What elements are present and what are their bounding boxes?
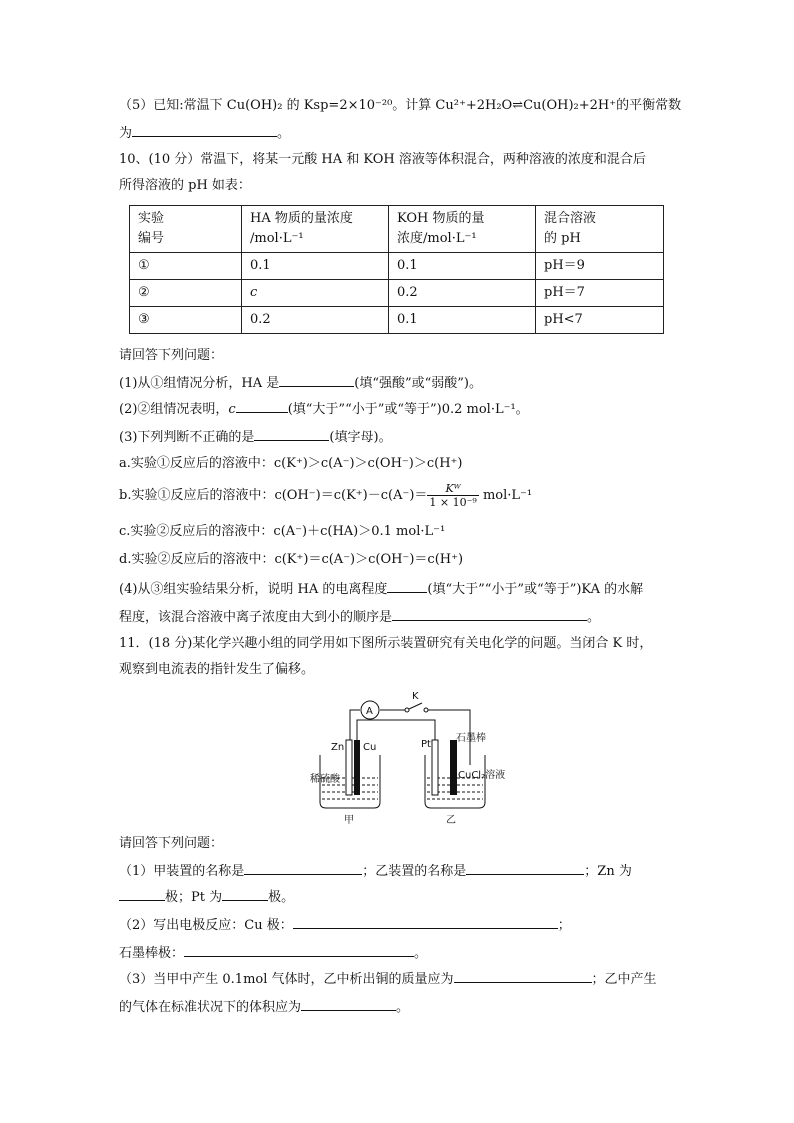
table-cell: 0.1: [389, 253, 536, 280]
q10-data-table: [129, 205, 664, 334]
q10-p4-blank2[interactable]: [392, 606, 587, 621]
q10-part4-line2: 程度，该混合溶液中离子浓度由大到小的顺序是 。: [119, 606, 600, 628]
zn-electrode: [346, 740, 352, 795]
table-cell: ③: [130, 307, 242, 334]
table-cell: pH<7: [536, 307, 664, 334]
q10-part4-line1: (4)从③组实验结果分析，说明 HA 的电离程度 (填“大于”“小于”或“等于”)KA 的水解: [119, 578, 643, 600]
q11-p1-blank1[interactable]: [244, 860, 362, 875]
q10-p1-blank[interactable]: [279, 372, 354, 387]
q11-part1-line1: （1）甲装置的名称是 ；乙装置的名称是 ；Zn 为: [119, 860, 632, 882]
switch-label: K: [412, 691, 419, 702]
q11-stem-line1: 11．(18 分)某化学兴趣小组的同学用如下图所示装置研究有关电化学的问题。当闭合 K 时，: [119, 636, 653, 651]
q11-part3-line2: 的气体在标准状况下的体积应为 。: [119, 996, 409, 1018]
switch-contact-left: [405, 708, 409, 712]
q11-p1-blank4[interactable]: [222, 886, 268, 901]
q10-prompt: 请回答下列问题：: [119, 348, 224, 363]
q10-p4-blank1[interactable]: [387, 578, 427, 593]
q11-prompt: 请回答下列问题：: [119, 836, 224, 851]
graphite-label: 石墨棒: [456, 733, 486, 744]
table-cell: ①: [130, 253, 242, 280]
table-row: [130, 253, 664, 280]
q11-p2-blank1[interactable]: [293, 914, 558, 929]
q10-option-b-fraction: $\frac{\text{Kᵂ}}{\text{1 × 10⁻⁹}}$: [429, 482, 477, 509]
q10-part1: (1)从①组情况分析，HA 是 (填“强酸”或“弱酸”)。: [119, 372, 482, 394]
q11-part2-line1: （2）写出电极反应：Cu 极： ；: [119, 914, 571, 936]
table-cell: 0.1: [389, 307, 536, 334]
table-cell: pH＝7: [536, 280, 664, 307]
ammeter-label: A: [366, 706, 373, 717]
q10-stem-line2: 所得溶液的 pH 如表：: [119, 178, 251, 193]
table-cell: pH＝9: [536, 253, 664, 280]
cu-label: Cu: [363, 742, 377, 753]
q10-stem-line1: 10、(10 分）常温下，将某一元酸 HA 和 KOH 溶液等体积混合，两种溶液的浓度和混合后: [119, 152, 646, 167]
q11-p3-blank2[interactable]: [301, 996, 396, 1011]
header-cell: 混合溶液 的 pH: [536, 206, 664, 253]
solution-label: CuCl₂溶液: [458, 770, 506, 781]
acid-label: 稀硫酸: [310, 774, 340, 785]
pt-electrode: [432, 740, 438, 795]
q10-option-c: c.实验②反应后的溶液中：c(A⁻)＋c(HA)＞0.1 mol·L⁻¹: [119, 524, 446, 539]
table-cell: c: [242, 280, 389, 307]
q5-line1: （5）已知:常温下 Cu(OH)₂ 的 Ksp=2×10⁻²⁰。计算 Cu²⁺+2H₂O⇌Cu(OH)₂+2H⁺的平衡常数: [119, 98, 682, 113]
q11-part1-line2: 极；Pt 为 极。: [119, 886, 294, 908]
q5-line2-suffix: 。: [277, 126, 291, 141]
q10-option-d: d.实验②反应后的溶液中：c(K⁺)＝c(A⁻)＞c(OH⁻)＝c(H⁺): [119, 552, 464, 567]
left-device-label: 甲: [344, 815, 354, 826]
cu-electrode: [354, 740, 360, 795]
q10-option-a: a.实验①反应后的溶液中：c(K⁺)＞c(A⁻)＞c(OH⁻)＞c(H⁺): [119, 456, 463, 471]
right-device-label: 乙: [446, 815, 456, 826]
q5-line2-prefix: 为: [119, 126, 133, 141]
q11-part3-line1: （3）当甲中产生 0.1mol 气体时，乙中析出铜的质量应为 ；乙中产生: [119, 968, 657, 990]
table-cell: ②: [130, 280, 242, 307]
switch-lever[interactable]: [409, 703, 422, 709]
q11-stem-line2: 观察到电流表的指针发生了偏移。: [119, 662, 315, 677]
table-header-row: [130, 206, 664, 253]
pt-label: Pt: [421, 739, 431, 750]
q5-answer-blank[interactable]: [132, 122, 277, 137]
electrochemistry-diagram: [310, 690, 510, 830]
q11-p1-blank3[interactable]: [119, 886, 165, 901]
q10-p3-blank[interactable]: [254, 426, 329, 441]
q11-p3-blank1[interactable]: [454, 968, 592, 983]
table-row: [130, 307, 664, 334]
graphite-electrode: [450, 740, 457, 795]
q11-p1-blank2[interactable]: [466, 860, 584, 875]
header-cell: HA 物质的量浓度 /mol·L⁻¹: [242, 206, 389, 253]
header-cell: 实验 编号: [130, 206, 242, 253]
q10-part2: (2)②组情况表明，c (填“大于”“小于”或“等于”)0.2 mol·L⁻¹。: [119, 398, 529, 420]
table-cell: 0.2: [389, 280, 536, 307]
zn-label: Zn: [331, 742, 345, 753]
header-cell: KOH 物质的量 浓度/mol·L⁻¹: [389, 206, 536, 253]
q11-p2-blank2[interactable]: [184, 942, 414, 957]
q10-part3: (3)下列判断不正确的是 (填字母)。: [119, 426, 392, 448]
table-row: [130, 280, 664, 307]
table-cell: 0.2: [242, 307, 389, 334]
q10-option-b: b.实验①反应后的溶液中：c(OH⁻)＝c(K⁺)－c(A⁻)＝ $\frac{\text{Kᵂ}}{\text{1 × 10⁻⁹}}$ mol·L⁻¹: [119, 482, 533, 509]
table-cell: 0.1: [242, 253, 389, 280]
q11-part2-line2: 石墨棒极： 。: [119, 942, 427, 964]
switch-contact-right: [424, 708, 428, 712]
q10-p2-blank[interactable]: [236, 398, 288, 413]
q5-line2: [119, 122, 290, 144]
